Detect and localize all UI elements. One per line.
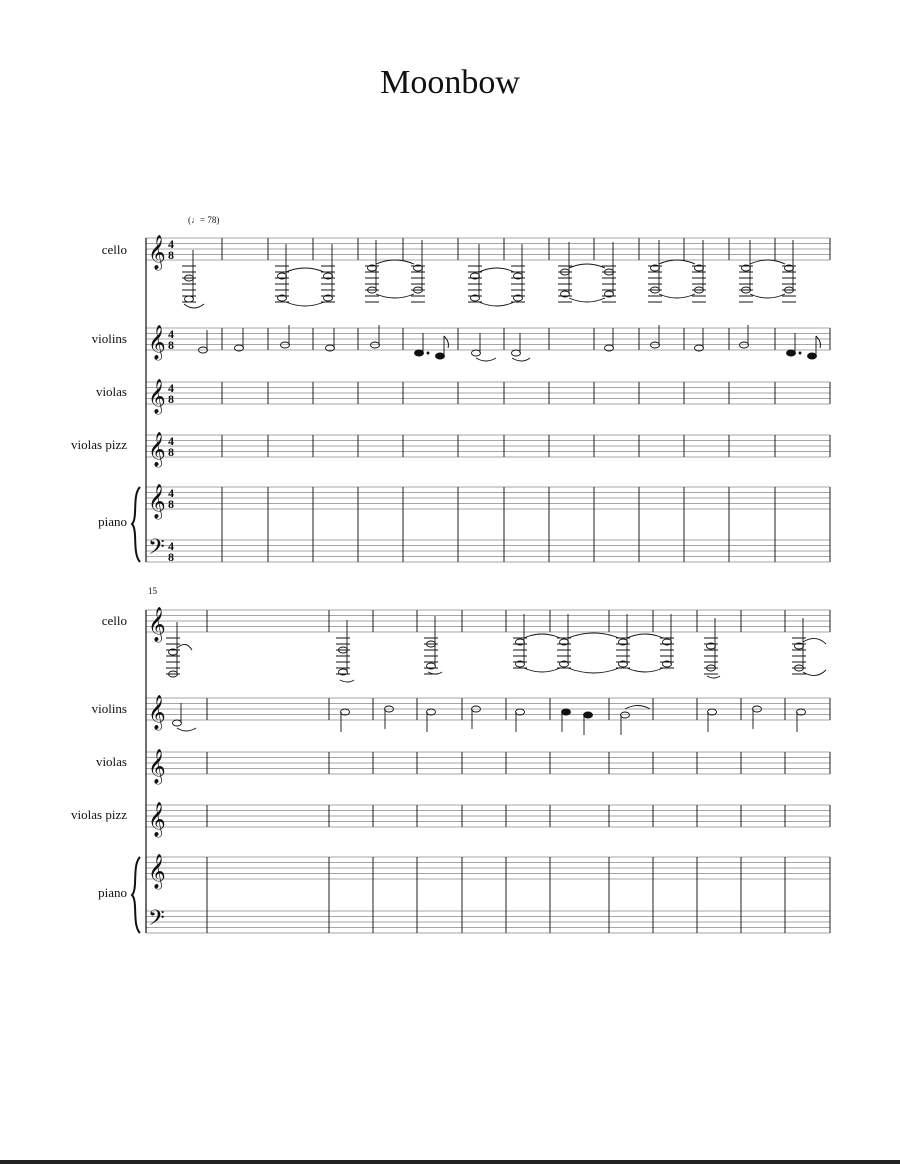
- staff-label-violas-pizz: violas pizz: [71, 437, 127, 452]
- svg-text:4: 4: [168, 434, 174, 448]
- barlines-system-1: [222, 238, 830, 562]
- treble-clef-icon: 𝄞: [148, 432, 166, 467]
- system-1: [71, 215, 830, 565]
- time-signatures-system-1: [168, 237, 174, 564]
- note: [436, 353, 445, 359]
- treble-clef-icon: 𝄞: [148, 854, 166, 889]
- cello-chord: [424, 616, 442, 674]
- bass-clef-icon: 𝄢: [148, 535, 165, 565]
- svg-text:8: 8: [168, 497, 174, 511]
- note: [512, 350, 521, 356]
- note: [281, 342, 290, 348]
- svg-text:8: 8: [168, 445, 174, 459]
- clefs-system-2: [148, 607, 166, 936]
- staff-label-piano: piano: [98, 514, 127, 529]
- staff-label-cello: cello: [101, 242, 127, 257]
- barlines-system-2: [207, 610, 830, 933]
- cello-tied-chords: [513, 614, 674, 673]
- treble-clef-icon: 𝄞: [148, 325, 166, 360]
- note: [740, 342, 749, 348]
- svg-text:8: 8: [168, 338, 174, 352]
- violin-notes-system-1: [199, 325, 821, 361]
- cello-tied-chords: [558, 242, 616, 302]
- staff-label-violas: violas: [95, 384, 127, 399]
- cello-chord: [336, 620, 354, 682]
- treble-clef-icon: 𝄞: [148, 749, 166, 784]
- score-title: Moonbow: [380, 64, 520, 101]
- bass-clef-icon: 𝄢: [148, 906, 165, 936]
- note: [371, 342, 380, 348]
- cello-chord: [166, 622, 192, 677]
- cello-chord: [182, 250, 204, 308]
- tempo-mark: (♩= 78): [188, 215, 220, 225]
- piano-brace: [132, 487, 140, 562]
- cello-notes-system-2: [166, 614, 826, 682]
- measure-number: 15: [148, 586, 157, 596]
- staff-label-violins: violins: [91, 331, 127, 346]
- system-2: [71, 586, 830, 936]
- piano-brace: [132, 857, 140, 933]
- cello-chord: [704, 618, 720, 678]
- staff-lines: [146, 610, 830, 933]
- treble-clef-icon: 𝄞: [148, 484, 166, 519]
- treble-clef-icon: 𝄞: [148, 695, 166, 730]
- staff-label-violas: violas: [95, 754, 127, 769]
- treble-clef-icon: 𝄞: [148, 379, 166, 414]
- treble-clef-icon: 𝄞: [148, 607, 166, 642]
- treble-clef-icon: 𝄞: [148, 235, 166, 270]
- cello-tied-chords: [468, 244, 525, 306]
- note: [472, 350, 481, 356]
- note: [787, 350, 796, 356]
- violin-notes-system-2: [173, 703, 806, 735]
- staff-label-violins: violins: [91, 701, 127, 716]
- note: [651, 342, 660, 348]
- cello-tied-chords: [275, 244, 335, 306]
- clefs-system-1: [148, 235, 166, 565]
- svg-text:8: 8: [168, 392, 174, 406]
- svg-text:8: 8: [168, 248, 174, 262]
- staff-label-cello: cello: [101, 613, 127, 628]
- note: [415, 350, 424, 356]
- svg-text:8: 8: [168, 550, 174, 564]
- note: [808, 353, 817, 359]
- cello-notes-system-1: [182, 240, 796, 308]
- svg-text:4: 4: [168, 539, 174, 553]
- svg-text:4: 4: [168, 327, 174, 341]
- staff-lines: [146, 238, 830, 562]
- svg-text:4: 4: [168, 486, 174, 500]
- svg-text:4: 4: [168, 381, 174, 395]
- page-bottom-edge: [0, 1160, 900, 1164]
- svg-text:4: 4: [168, 237, 174, 251]
- staff-label-piano: piano: [98, 885, 127, 900]
- staff-label-violas-pizz: violas pizz: [71, 807, 127, 822]
- treble-clef-icon: 𝄞: [148, 802, 166, 837]
